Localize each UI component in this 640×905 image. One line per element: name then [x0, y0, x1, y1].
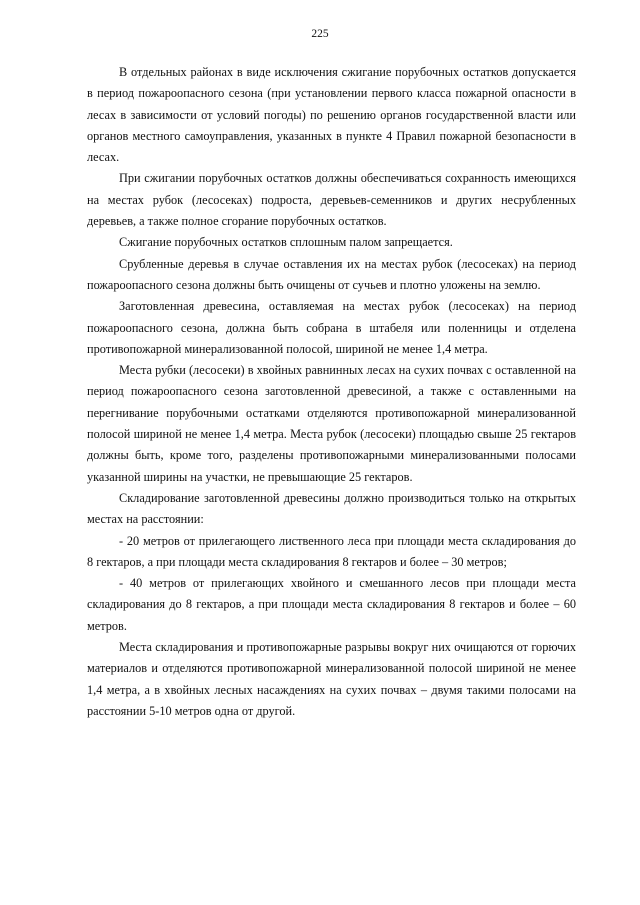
- paragraph-7: Складирование заготовленной древесины должно производиться только на открытых местах на расстоянии:: [87, 490, 576, 527]
- list-item-1: - 20 метров от прилегающего лиственного леса при площади места складирования до 8 гектаров, а при площади места складирования 8 гектаров и более – 30 метров;: [87, 533, 576, 569]
- paragraph-5: Заготовленная древесина, оставляемая на местах рубок (лесосеках) на период пожароопасного сезона, должна быть собрана в штабеля или поленницы и отделена противопожарной минерализованной полосой, шириной не менее 1,4 метра.: [87, 299, 576, 356]
- paragraph-1: В отдельных районах в виде исключения сжигание порубочных остатков допускается в период пожароопасного сезона (при установлении первого класса пожарной опасности в лесах в зависимости от условий погоды) по решению органов государственной власти или органов местного самоуправления, указанных в пункте 4 Правил пожарной безопасности в лесах.: [87, 65, 576, 165]
- list-item-2: - 40 метров от прилегающих хвойного и смешанного лесов при площади места складирования до 8 гектаров, а при площади места складирования 8 гектаров и более – 60 метров.: [87, 576, 576, 633]
- document-body: [87, 62, 576, 722]
- paragraph-6: Места рубки (лесосеки) в хвойных равнинных лесах на сухих почвах с оставленной на период пожароопасного сезона заготовленной древесиной, а также с оставленными на перегнивание порубочными остатками отделяются противопожарной минерализованной полосой шириной не менее 1,4 метра. Места рубок (лесосеки) площадью свыше 25 гектаров должны быть, кроме того, разделены противопожарными минерализованными полосами указанной ширины на участки, не превышающие 25 гектаров.: [87, 363, 576, 484]
- paragraph-3: Сжигание порубочных остатков сплошным палом запрещается.: [119, 235, 453, 250]
- page-number: 225: [311, 28, 329, 40]
- paragraph-8: Места складирования и противопожарные разрывы вокруг них очищаются от горючих материалов и отделяются противопожарной минерализованной полосой шириной не менее 1,4 метра, а в хвойных лесных насаждениях на сухих почвах – двумя такими полосами на расстоянии 5-10 метров одна от другой.: [87, 640, 576, 718]
- paragraph-2: При сжигании порубочных остатков должны обеспечиваться сохранность имеющихся на местах рубок (лесосеках) подроста, деревьев-семенников и других несрубленных деревьев, а также полное сгорание порубочных остатков.: [87, 171, 576, 229]
- paragraph-4: Срубленные деревья в случае оставления их на местах рубок (лесосеках) на период пожароопасного сезона должны быть очищены от сучьев и плотно уложены на землю.: [87, 256, 576, 292]
